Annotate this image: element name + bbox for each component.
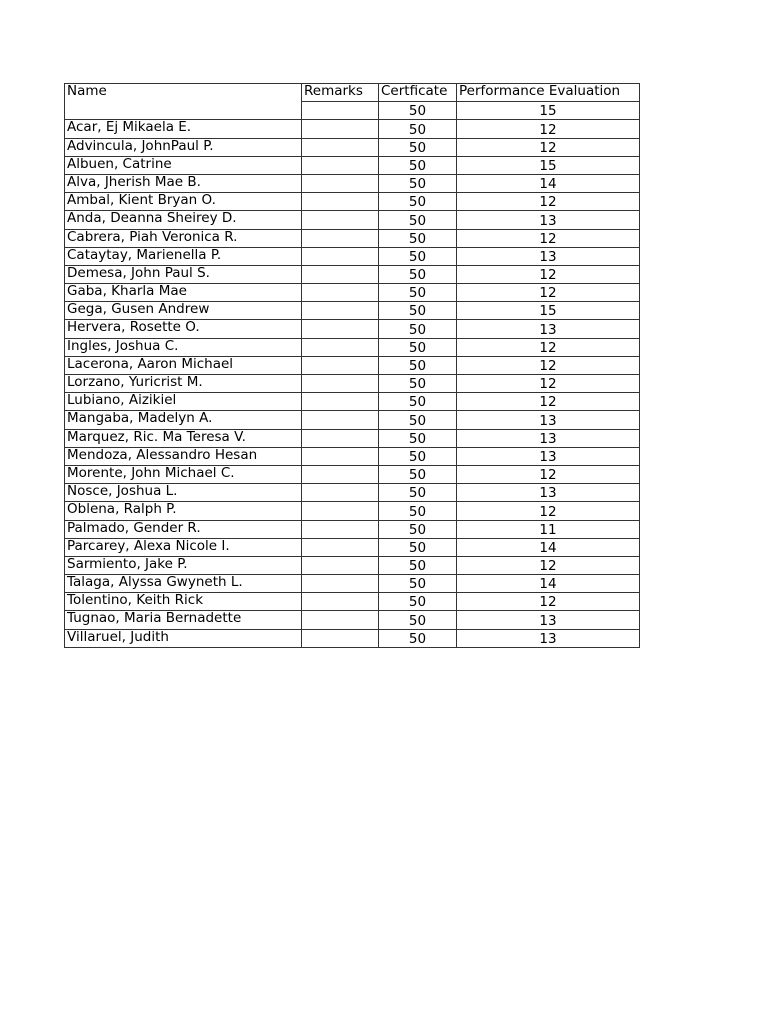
certificate-cell[interactable]: 50 bbox=[379, 338, 457, 356]
certificate-cell[interactable]: 50 bbox=[379, 211, 457, 229]
student-name-cell[interactable]: Talaga, Alyssa Gwyneth L. bbox=[65, 575, 302, 593]
student-name-cell[interactable]: Acar, Ej Mikaela E. bbox=[65, 120, 302, 138]
performance-cell[interactable]: 13 bbox=[457, 247, 640, 265]
table-row bbox=[65, 156, 640, 174]
certificate-cell[interactable]: 50 bbox=[379, 265, 457, 283]
performance-cell[interactable]: 12 bbox=[457, 193, 640, 211]
certificate-cell[interactable]: 50 bbox=[379, 229, 457, 247]
student-name-cell[interactable]: Mendoza, Alessandro Hesan bbox=[65, 447, 302, 465]
student-name-cell[interactable]: Gaba, Kharla Mae bbox=[65, 284, 302, 302]
certificate-cell[interactable]: 50 bbox=[379, 575, 457, 593]
max-score-row bbox=[65, 102, 640, 120]
performance-cell[interactable]: 14 bbox=[457, 575, 640, 593]
table-row bbox=[65, 320, 640, 338]
performance-cell[interactable]: 12 bbox=[457, 338, 640, 356]
student-name-cell[interactable]: Sarmiento, Jake P. bbox=[65, 556, 302, 574]
performance-cell[interactable]: 12 bbox=[457, 356, 640, 374]
table-row bbox=[65, 629, 640, 647]
table-row bbox=[65, 520, 640, 538]
student-name-cell[interactable]: Tugnao, Maria Bernadette bbox=[65, 611, 302, 629]
certificate-cell[interactable]: 50 bbox=[379, 593, 457, 611]
remarks-cell[interactable] bbox=[302, 193, 379, 211]
table-row bbox=[65, 465, 640, 483]
student-name-cell[interactable]: Cabrera, Piah Veronica R. bbox=[65, 229, 302, 247]
performance-cell[interactable]: 13 bbox=[457, 484, 640, 502]
grades-table bbox=[64, 83, 640, 648]
student-name-cell[interactable]: Anda, Deanna Sheirey D. bbox=[65, 211, 302, 229]
table-row bbox=[65, 229, 640, 247]
remarks-cell[interactable] bbox=[302, 356, 379, 374]
student-name-cell[interactable]: Gega, Gusen Andrew bbox=[65, 302, 302, 320]
student-name-cell[interactable]: Mangaba, Madelyn A. bbox=[65, 411, 302, 429]
table-row bbox=[65, 247, 640, 265]
certificate-cell[interactable]: 50 bbox=[379, 611, 457, 629]
certificate-cell[interactable]: 50 bbox=[379, 520, 457, 538]
certificate-cell[interactable]: 50 bbox=[379, 247, 457, 265]
table-row bbox=[65, 484, 640, 502]
table-row bbox=[65, 593, 640, 611]
remarks-cell[interactable] bbox=[302, 429, 379, 447]
performance-cell[interactable]: 12 bbox=[457, 265, 640, 283]
remarks-cell[interactable] bbox=[302, 211, 379, 229]
certificate-cell[interactable]: 50 bbox=[379, 302, 457, 320]
student-name-cell[interactable]: Morente, John Michael C. bbox=[65, 465, 302, 483]
remarks-cell[interactable] bbox=[302, 174, 379, 192]
performance-cell[interactable]: 12 bbox=[457, 284, 640, 302]
remarks-cell[interactable] bbox=[302, 284, 379, 302]
student-name-cell[interactable]: Ingles, Joshua C. bbox=[65, 338, 302, 356]
certificate-cell[interactable]: 50 bbox=[379, 556, 457, 574]
remarks-cell[interactable] bbox=[302, 302, 379, 320]
performance-cell[interactable]: 13 bbox=[457, 320, 640, 338]
performance-cell[interactable]: 12 bbox=[457, 593, 640, 611]
table-row bbox=[65, 556, 640, 574]
certificate-cell[interactable]: 50 bbox=[379, 356, 457, 374]
table-row bbox=[65, 211, 640, 229]
remarks-cell[interactable] bbox=[302, 502, 379, 520]
table-row bbox=[65, 284, 640, 302]
table-row bbox=[65, 265, 640, 283]
header-remarks[interactable]: Remarks bbox=[302, 84, 379, 102]
certificate-cell[interactable]: 50 bbox=[379, 629, 457, 647]
student-name-cell[interactable]: Lubiano, Aizikiel bbox=[65, 393, 302, 411]
certificate-cell[interactable]: 50 bbox=[379, 320, 457, 338]
remarks-cell[interactable] bbox=[302, 629, 379, 647]
certificate-cell[interactable]: 50 bbox=[379, 120, 457, 138]
remarks-cell[interactable] bbox=[302, 520, 379, 538]
performance-cell[interactable]: 12 bbox=[457, 138, 640, 156]
performance-cell[interactable]: 12 bbox=[457, 393, 640, 411]
table-row bbox=[65, 174, 640, 192]
table-row bbox=[65, 538, 640, 556]
remarks-cell[interactable] bbox=[302, 611, 379, 629]
remarks-cell[interactable] bbox=[302, 375, 379, 393]
student-name-cell[interactable]: Nosce, Joshua L. bbox=[65, 484, 302, 502]
certificate-cell[interactable]: 50 bbox=[379, 156, 457, 174]
performance-cell[interactable]: 15 bbox=[457, 302, 640, 320]
remarks-cell[interactable] bbox=[302, 247, 379, 265]
certificate-cell[interactable]: 50 bbox=[379, 538, 457, 556]
certificate-cell[interactable]: 50 bbox=[379, 284, 457, 302]
max-score-performance[interactable]: 15 bbox=[457, 102, 640, 120]
student-name-cell[interactable]: Hervera, Rosette O. bbox=[65, 320, 302, 338]
performance-cell[interactable]: 12 bbox=[457, 556, 640, 574]
certificate-cell[interactable]: 50 bbox=[379, 138, 457, 156]
remarks-cell[interactable] bbox=[302, 538, 379, 556]
certificate-cell[interactable]: 50 bbox=[379, 411, 457, 429]
student-name-cell[interactable]: Lorzano, Yuricrist M. bbox=[65, 375, 302, 393]
student-name-cell[interactable]: Albuen, Catrine bbox=[65, 156, 302, 174]
certificate-cell[interactable]: 50 bbox=[379, 375, 457, 393]
table-row bbox=[65, 302, 640, 320]
student-name-cell[interactable]: Lacerona, Aaron Michael bbox=[65, 356, 302, 374]
certificate-cell[interactable]: 50 bbox=[379, 193, 457, 211]
performance-cell[interactable]: 12 bbox=[457, 465, 640, 483]
performance-cell[interactable]: 13 bbox=[457, 211, 640, 229]
certificate-cell[interactable]: 50 bbox=[379, 393, 457, 411]
performance-cell[interactable]: 13 bbox=[457, 429, 640, 447]
remarks-cell[interactable] bbox=[302, 120, 379, 138]
remarks-cell[interactable] bbox=[302, 411, 379, 429]
certificate-cell[interactable]: 50 bbox=[379, 429, 457, 447]
max-score-certificate[interactable]: 50 bbox=[379, 102, 457, 120]
grades-table-body bbox=[65, 84, 640, 648]
performance-cell[interactable]: 12 bbox=[457, 229, 640, 247]
performance-cell[interactable]: 15 bbox=[457, 156, 640, 174]
table-row bbox=[65, 338, 640, 356]
performance-cell[interactable]: 11 bbox=[457, 520, 640, 538]
student-name-cell[interactable]: Advincula, JohnPaul P. bbox=[65, 138, 302, 156]
header-name[interactable]: Name bbox=[65, 84, 302, 102]
header-row bbox=[65, 84, 640, 102]
performance-cell[interactable]: 13 bbox=[457, 411, 640, 429]
performance-cell[interactable]: 12 bbox=[457, 120, 640, 138]
performance-cell[interactable]: 14 bbox=[457, 538, 640, 556]
certificate-cell[interactable]: 50 bbox=[379, 484, 457, 502]
performance-cell[interactable]: 13 bbox=[457, 611, 640, 629]
table-row bbox=[65, 575, 640, 593]
table-row bbox=[65, 193, 640, 211]
table-row bbox=[65, 411, 640, 429]
performance-cell[interactable]: 13 bbox=[457, 447, 640, 465]
header-performance[interactable]: Performance Evaluation bbox=[457, 84, 640, 102]
remarks-cell[interactable] bbox=[302, 393, 379, 411]
table-row bbox=[65, 120, 640, 138]
student-name-cell[interactable]: Demesa, John Paul S. bbox=[65, 265, 302, 283]
student-name-cell[interactable]: Tolentino, Keith Rick bbox=[65, 593, 302, 611]
max-score-name-cell[interactable] bbox=[65, 102, 302, 120]
table-row bbox=[65, 393, 640, 411]
remarks-cell[interactable] bbox=[302, 320, 379, 338]
certificate-cell[interactable]: 50 bbox=[379, 447, 457, 465]
student-name-cell[interactable]: Marquez, Ric. Ma Teresa V. bbox=[65, 429, 302, 447]
remarks-cell[interactable] bbox=[302, 265, 379, 283]
student-name-cell[interactable]: Palmado, Gender R. bbox=[65, 520, 302, 538]
table-row bbox=[65, 356, 640, 374]
remarks-cell[interactable] bbox=[302, 593, 379, 611]
student-name-cell[interactable]: Alva, Jherish Mae B. bbox=[65, 174, 302, 192]
remarks-cell[interactable] bbox=[302, 484, 379, 502]
remarks-cell[interactable] bbox=[302, 556, 379, 574]
max-score-remarks-cell[interactable] bbox=[302, 102, 379, 120]
table-row bbox=[65, 447, 640, 465]
student-name-cell[interactable]: Oblena, Ralph P. bbox=[65, 502, 302, 520]
certificate-cell[interactable]: 50 bbox=[379, 502, 457, 520]
remarks-cell[interactable] bbox=[302, 447, 379, 465]
remarks-cell[interactable] bbox=[302, 229, 379, 247]
student-name-cell[interactable]: Ambal, Kient Bryan O. bbox=[65, 193, 302, 211]
remarks-cell[interactable] bbox=[302, 338, 379, 356]
certificate-cell[interactable]: 50 bbox=[379, 174, 457, 192]
table-row bbox=[65, 375, 640, 393]
remarks-cell[interactable] bbox=[302, 575, 379, 593]
student-name-cell[interactable]: Villaruel, Judith bbox=[65, 629, 302, 647]
certificate-cell[interactable]: 50 bbox=[379, 465, 457, 483]
table-row bbox=[65, 138, 640, 156]
header-certificate[interactable]: Certficate bbox=[379, 84, 457, 102]
table-row bbox=[65, 502, 640, 520]
student-name-cell[interactable]: Cataytay, Marienella P. bbox=[65, 247, 302, 265]
performance-cell[interactable]: 12 bbox=[457, 375, 640, 393]
remarks-cell[interactable] bbox=[302, 465, 379, 483]
remarks-cell[interactable] bbox=[302, 138, 379, 156]
performance-cell[interactable]: 12 bbox=[457, 502, 640, 520]
performance-cell[interactable]: 14 bbox=[457, 174, 640, 192]
remarks-cell[interactable] bbox=[302, 156, 379, 174]
student-name-cell[interactable]: Parcarey, Alexa Nicole I. bbox=[65, 538, 302, 556]
performance-cell[interactable]: 13 bbox=[457, 629, 640, 647]
table-row bbox=[65, 429, 640, 447]
table-row bbox=[65, 611, 640, 629]
